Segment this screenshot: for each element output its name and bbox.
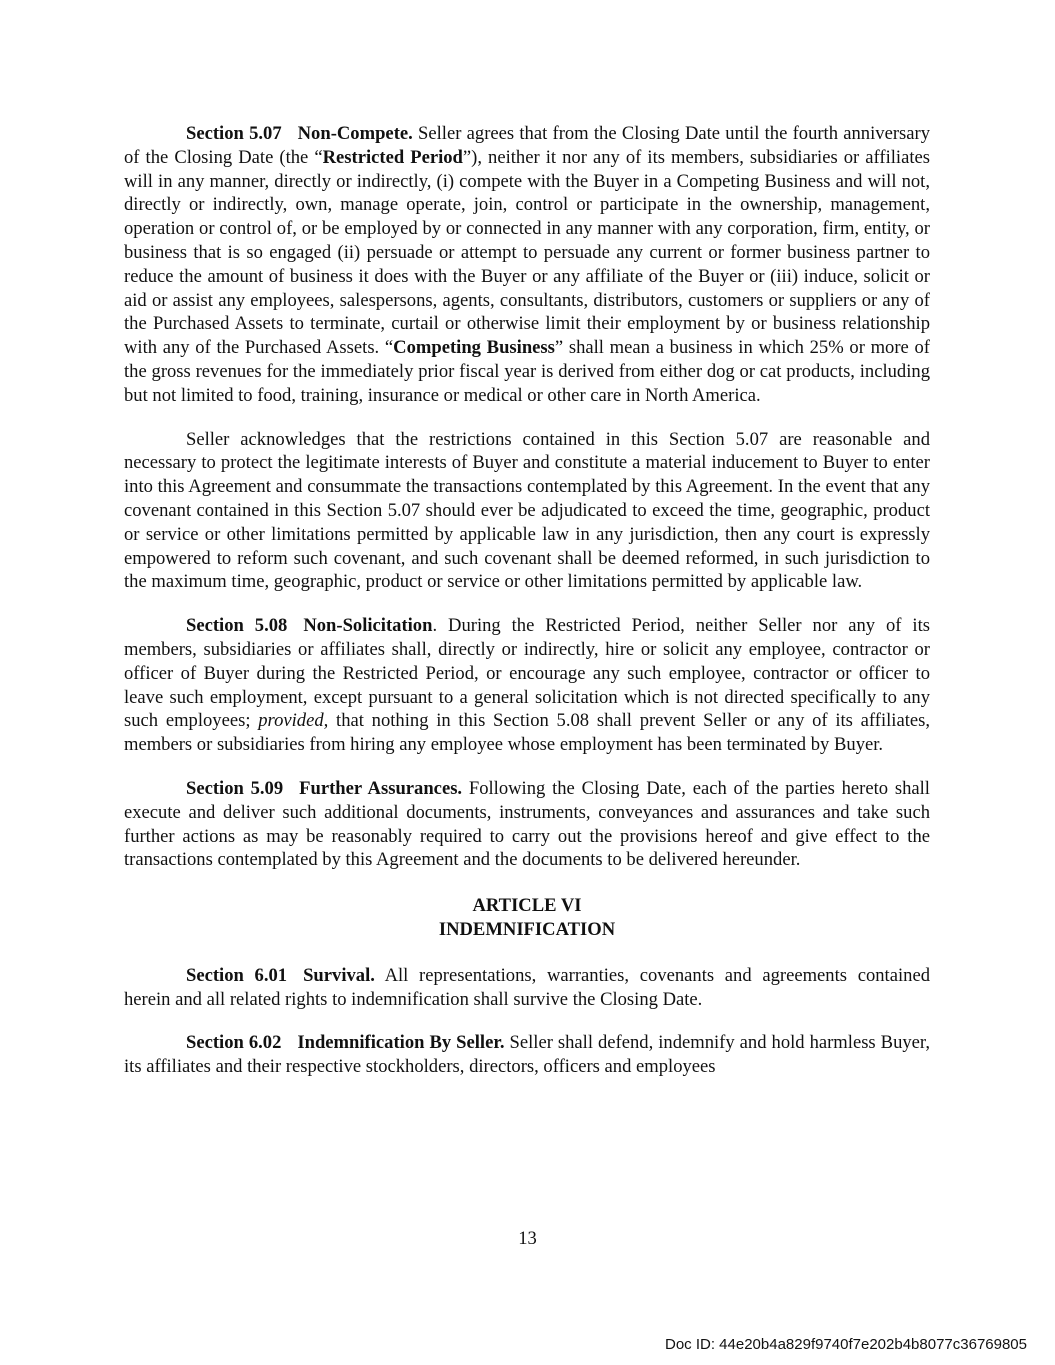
page-number: 13 (518, 1228, 537, 1249)
section-title: Indemnification By Seller. (297, 1032, 505, 1054)
defined-term-competing-business: Competing Business (393, 337, 555, 359)
section-number: Section 5.08 (186, 615, 288, 637)
section-number: Section 5.07 (186, 123, 282, 144)
section-number: Section 6.02 (186, 1032, 282, 1054)
acknowledgement-paragraph: Seller acknowledges that the restrictions contained in this Section 5.07 are reasonable and necessary to protect the legitimate interests of Buyer and constitute a material inducement to Buyer to enter into this Agreement and consummate the transactions contemplated by this Agreement. In the event that any covenant contained in this Section 5.07 should ever be adjudicated to exceed the time, geographic, product or service or other limitations permitted by applicable law in any jurisdiction, then any court is expressly empowered to reform such covenant, and such covenant shall be deemed reformed, in such jurisdiction to the maximum time, geographic, product or service or other limitations permitted by applicable law. (124, 428, 930, 593)
section-text: Seller shall defend, indemnify and hold harmless Buyer, its affiliates and their respective stockholders, directors, officers and employees (124, 1032, 931, 1078)
section-text: ” shall mean a business in which 25% or more of the gross revenues for the immediately prior fiscal year is derived from either dog or cat products, including but not limited to food, training, insurance or medical or other care in North America. (124, 337, 930, 406)
section-6-01 (124, 964, 930, 1012)
italic-provided: provided, (258, 710, 329, 732)
defined-term-restricted-period: Restricted Period (322, 146, 463, 168)
article-subheading: INDEMNIFICATION (438, 918, 616, 940)
section-number: Section 6.01 (186, 964, 288, 986)
section-text: All representations, warranties, covenants and agreements contained herein and all related rights to indemnification shall survive the Closing Date. (124, 964, 930, 1010)
section-title: Non-Solicitation (303, 615, 433, 637)
section-title: Further Assurances. (299, 777, 463, 799)
section-text: . During the Restricted Period, neither Seller nor any of its members, subsidiaries or affiliates shall, directly or indirectly, hire or solicit any employee, contractor or officer of Buyer during the Restricted Period, or encourage any such employee, contractor or officer to leave such employment, except pursuant to a general solicitation which is not directed specifically to any such employees; (124, 615, 930, 732)
article-heading: ARTICLE VI (472, 895, 582, 917)
section-6-02 (124, 1031, 930, 1079)
document-page (124, 122, 930, 1079)
section-text: that nothing in this Section 5.08 shall prevent Seller or any of its affiliates, members or subsidiaries from hiring any employee whose employment has been terminated by Buyer. (124, 710, 931, 756)
section-number: Section 5.09 (186, 777, 284, 799)
section-5-08 (124, 614, 930, 757)
section-5-07 (124, 122, 930, 408)
section-text: Seller agrees that from the Closing Date until the fourth anniversary of the Closing Date (the “ (124, 123, 930, 168)
section-5-09 (124, 777, 930, 872)
section-text: Following the Closing Date, each of the parties hereto shall execute and deliver such additional documents, instruments, conveyances and assurances and take such further actions as may be reasonably required to carry out the provisions hereof and give effect to the transactions contemplated by this Agreement and the documents to be delivered hereunder. (124, 777, 930, 871)
doc-id-footer: Doc ID: 44e20b4a829f9740f7e202b4b8077c36769805 (665, 1336, 1027, 1353)
section-title: Non-Compete. (297, 123, 413, 144)
section-title: Survival. (303, 964, 375, 986)
section-text: ”), neither it nor any of its members, subsidiaries or affiliates will in any manner, directly or indirectly, (i) compete with the Buyer in a Competing Business and will not, directly or indirectly, own, manage operate, join, control or participate in the ownership, management, operation or control of, or be employed by or connected in any manner with any corporation, firm, entity, or business that is so engaged (ii) persuade or attempt to persuade any current or former business partner to reduce the amount of business it does with the Buyer or any affiliate of the Buyer or (iii) induce, solicit or aid or assist any employees, salespersons, agents, consultants, distributors, customers or suppliers or any of the Purchased Assets to terminate, curtail or otherwise limit their employment by or business relationship with any of the Purchased Assets. “ (124, 146, 930, 359)
